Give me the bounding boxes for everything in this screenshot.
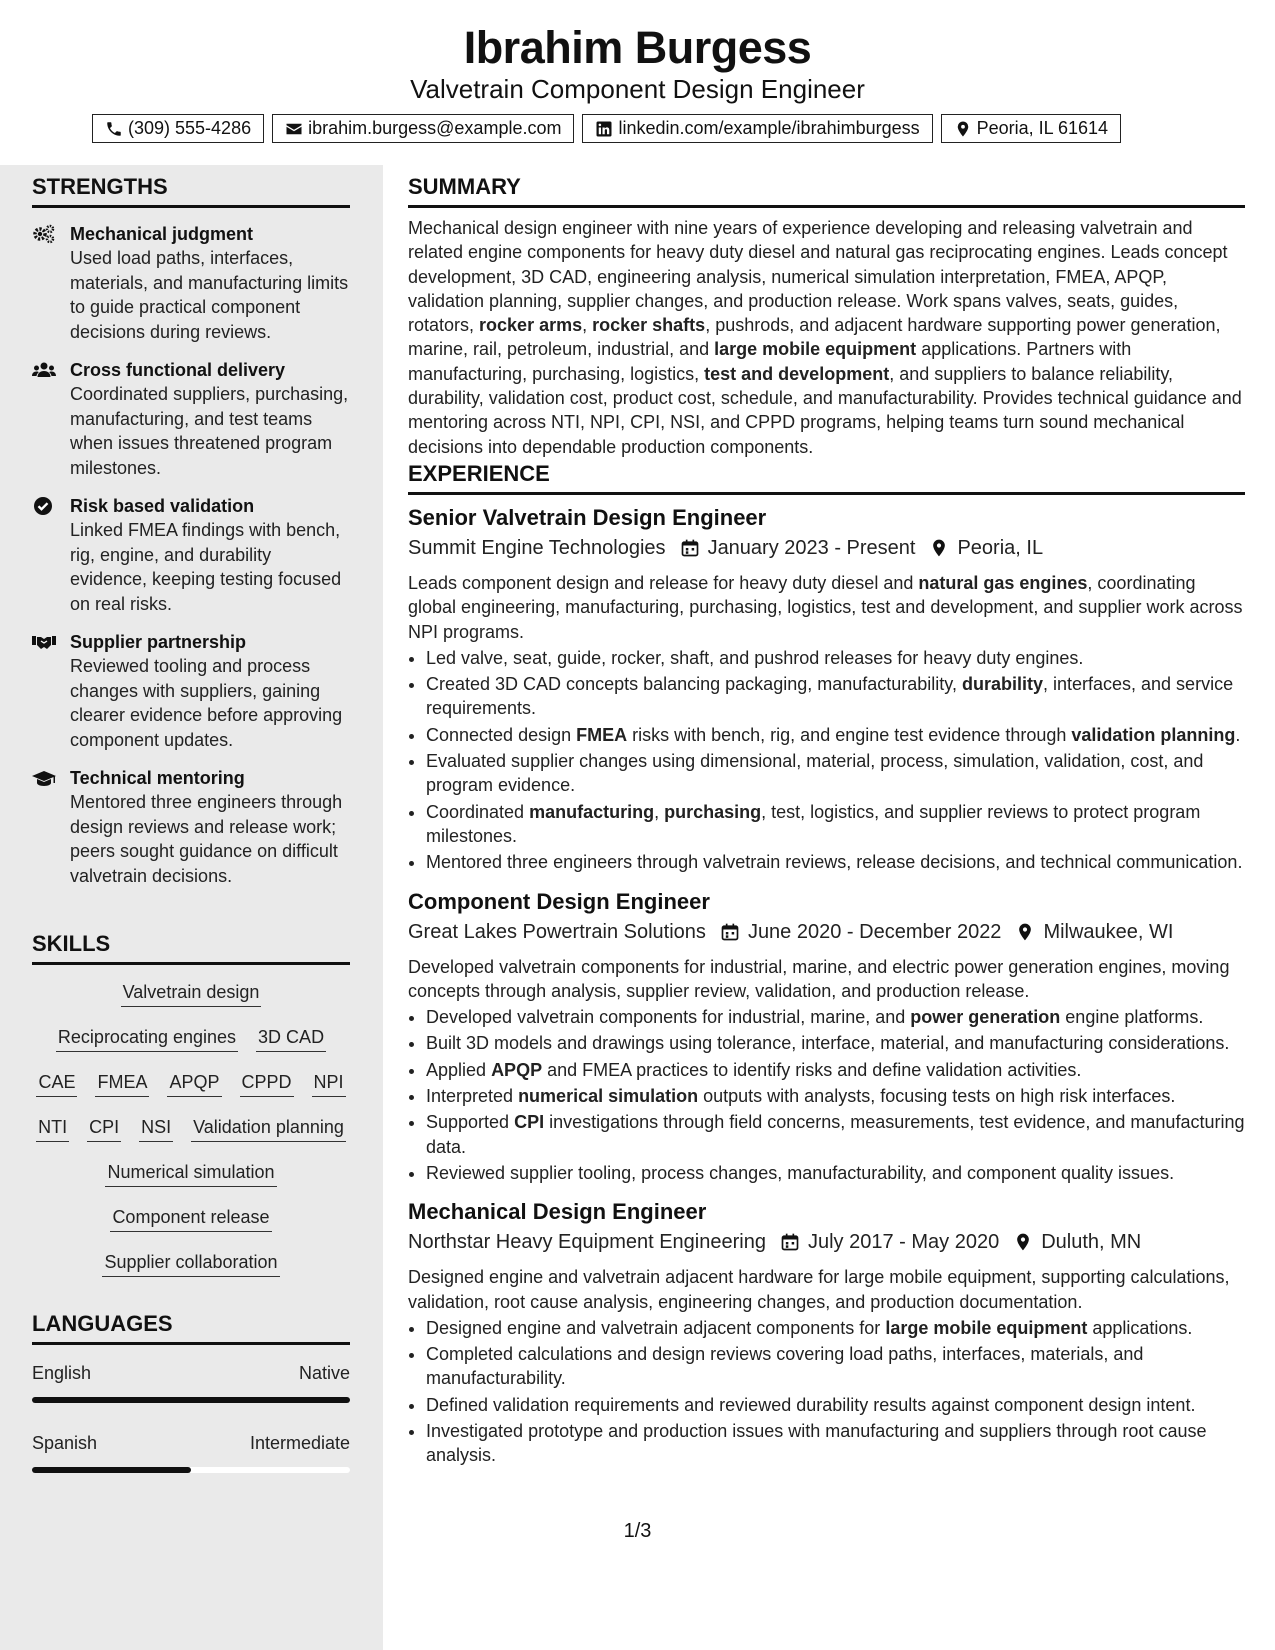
job-dates: July 2017 - May 2020 bbox=[807, 1231, 1000, 1254]
proficiency-fill bbox=[32, 1467, 191, 1473]
contact-bar bbox=[92, 114, 1121, 144]
job-title: Senior Valvetrain Design Engineer bbox=[408, 505, 767, 530]
graduation-cap-icon bbox=[32, 768, 56, 788]
job-description: Designed engine and valvetrain adjacent hardware for large mobile equipment, supporting calculations, validation, root cause analysis, engineering changes, and production documentation. bbox=[408, 1267, 1230, 1312]
bullet-item: • Coordinated manufacturing, purchasing, test, logistics, and supplier reviews to protect program milestones. bbox=[426, 800, 1245, 849]
job-list bbox=[408, 503, 1245, 1468]
linkedin-icon bbox=[595, 120, 613, 138]
candidate-name: Ibrahim Burgess bbox=[463, 22, 812, 73]
job-bullets bbox=[408, 646, 1245, 875]
phone-chip[interactable] bbox=[92, 114, 264, 143]
skill-tag: NSI bbox=[139, 1112, 173, 1142]
skill-tag: Component release bbox=[110, 1202, 271, 1232]
job-dates: June 2020 - December 2022 bbox=[747, 920, 1002, 943]
skill-tag: CAE bbox=[36, 1067, 77, 1097]
job-description: Leads component design and release for heavy duty diesel and natural gas engines, coordinating global engineering, manufacturing, purchasing, logistics, test and development, and supplier work across NPI programs. bbox=[408, 573, 1243, 642]
job-location: Duluth, MN bbox=[1041, 1231, 1142, 1254]
job-location: Peoria, IL bbox=[957, 537, 1044, 559]
resume-header bbox=[0, 0, 1275, 165]
linkedin-chip[interactable] bbox=[582, 114, 932, 143]
strength-title: Mechanical judgment bbox=[70, 224, 254, 244]
skill-tag: Supplier collaboration bbox=[102, 1247, 279, 1277]
job-bullets bbox=[408, 1005, 1245, 1185]
bullet-item: • Designed engine and valvetrain adjacent components for large mobile equipment applications. bbox=[426, 1316, 1245, 1340]
proficiency-fill bbox=[32, 1397, 350, 1403]
proficiency-bar bbox=[32, 1467, 350, 1473]
location-chip[interactable] bbox=[941, 114, 1121, 143]
bullet-item: • Developed valvetrain components for industrial, marine, and power generation engine platforms. bbox=[426, 1005, 1245, 1029]
sidebar bbox=[0, 165, 383, 1650]
strength-body: Coordinated suppliers, purchasing, manufacturing, and test teams when issues threatened program milestones. bbox=[70, 384, 349, 478]
page-number: 1/3 bbox=[623, 1520, 652, 1542]
skill-tag: CPI bbox=[87, 1112, 121, 1142]
main-column bbox=[383, 165, 1275, 1650]
map-pin-icon bbox=[1015, 922, 1035, 942]
language-level: Intermediate bbox=[249, 1433, 350, 1453]
company-name: Summit Engine Technologies bbox=[408, 537, 666, 559]
skill-tag: Validation planning bbox=[191, 1112, 346, 1142]
bullet-item: • Evaluated supplier changes using dimensional, material, process, simulation, validation, cost, and program evidence. bbox=[426, 749, 1245, 798]
check-circle-icon bbox=[32, 496, 56, 516]
skill-tag: FMEA bbox=[95, 1067, 149, 1097]
strength-body: Linked FMEA findings with bench, rig, engine, and durability evidence, keeping testing focused on real risks. bbox=[70, 520, 342, 614]
job-entry bbox=[408, 887, 1245, 1186]
language-item bbox=[32, 1361, 350, 1403]
map-pin-icon bbox=[1013, 1232, 1033, 1252]
bullet-item: • Led valve, seat, guide, rocker, shaft, and pushrod releases for heavy duty engines. bbox=[426, 646, 1245, 670]
calendar-icon bbox=[680, 538, 700, 558]
job-meta bbox=[408, 533, 1245, 563]
map-pin-icon bbox=[929, 538, 949, 558]
strengths-heading: STRENGTHS bbox=[32, 173, 350, 208]
strength-title: Risk based validation bbox=[70, 496, 255, 516]
languages-section bbox=[32, 1310, 350, 1501]
bullet-item: • Supported CPI investigations through field concerns, measurements, test evidence, and manufacturing data. bbox=[426, 1110, 1245, 1159]
handshake-icon bbox=[32, 632, 56, 652]
job-entry bbox=[408, 503, 1245, 875]
job-dates: January 2023 - Present bbox=[707, 537, 916, 559]
linkedin-text: linkedin.com/example/ibrahimburgess bbox=[618, 118, 920, 138]
map-pin-icon bbox=[954, 120, 972, 138]
bullet-item: • Applied APQP and FMEA practices to identify risks and define validation activities. bbox=[426, 1058, 1245, 1082]
bullet-item: • Built 3D models and drawings using tolerance, interface, material, and manufacturing considerations. bbox=[426, 1031, 1245, 1055]
job-entry bbox=[408, 1197, 1245, 1467]
summary-text: Mechanical design engineer with nine years of experience developing and releasing valvetrain and related engine components for heavy duty diesel and natural gas reciprocating engines. Leads concept development, 3D CAD, engineering analysis, numerical simulation interpretation, FMEA, APQP, validation planning, supplier changes, and production release. Work spans valves, seats, guides, rotators, rocker arms, rocker shafts, pushrods, and adjacent hardware supporting power generation, marine, rail, petroleum, industrial, and large mobile equipment applications. Partners with manufacturing, purchasing, logistics, test and development, and suppliers to balance reliability, durability, validation cost, product cost, schedule, and manufacturability. Provides technical guidance and mentoring across NTI, NPI, CPI, NSI, and CPPD programs, helping teams turn sound mechanical decisions into dependable production components. bbox=[408, 218, 1242, 457]
strength-item bbox=[32, 358, 350, 480]
email-text: ibrahim.burgess@example.com bbox=[308, 118, 562, 138]
strength-title: Supplier partnership bbox=[70, 632, 247, 652]
language-name: Spanish bbox=[32, 1433, 98, 1453]
job-title: Mechanical Design Engineer bbox=[408, 1199, 707, 1225]
strength-body: Reviewed tooling and process changes with suppliers, gaining clearer evidence before approving component updates. bbox=[70, 656, 343, 750]
bullet-item: • Created 3D CAD concepts balancing packaging, manufacturability, durability, interfaces, and service requirements. bbox=[426, 672, 1245, 721]
skill-tag: Reciprocating engines bbox=[56, 1022, 238, 1052]
phone-icon bbox=[105, 120, 123, 138]
phone-text: (309) 555-4286 bbox=[128, 118, 252, 138]
skill-tag: Numerical simulation bbox=[105, 1157, 276, 1187]
language-name: English bbox=[32, 1363, 92, 1383]
gears-icon bbox=[32, 224, 56, 244]
strength-item bbox=[32, 222, 350, 344]
experience-heading: EXPERIENCE bbox=[408, 460, 1245, 495]
email-chip[interactable] bbox=[272, 114, 574, 143]
job-title: Component Design Engineer bbox=[408, 888, 710, 914]
summary-heading: SUMMARY bbox=[408, 173, 1245, 208]
envelope-icon bbox=[285, 120, 303, 138]
job-location: Milwaukee, WI bbox=[1043, 920, 1174, 943]
strength-item bbox=[32, 766, 350, 888]
company-name: Great Lakes Powertrain Solutions bbox=[408, 920, 706, 943]
candidate-title: Valvetrain Component Design Engineer bbox=[410, 74, 865, 104]
skill-tag: 3D CAD bbox=[256, 1022, 326, 1052]
language-level: Native bbox=[298, 1363, 350, 1383]
users-icon bbox=[32, 360, 56, 380]
job-description: Developed valvetrain components for industrial, marine, and electric power generation engines, moving concepts through analysis, supplier review, validation, and production release. bbox=[408, 956, 1230, 1001]
skill-tag: CPPD bbox=[240, 1067, 294, 1097]
strength-item bbox=[32, 494, 350, 616]
bullet-item: • Connected design FMEA risks with bench, rig, and engine test evidence through validation planning. bbox=[426, 723, 1245, 747]
experience-section bbox=[408, 460, 1245, 1470]
skill-tag: NTI bbox=[36, 1112, 69, 1142]
job-meta bbox=[408, 917, 1245, 947]
proficiency-bar bbox=[32, 1397, 350, 1403]
strength-title: Cross functional delivery bbox=[70, 360, 286, 380]
skills-list bbox=[32, 977, 350, 1292]
summary-section bbox=[408, 173, 1245, 459]
bullet-item: • Investigated prototype and production issues with manufacturing and suppliers through root cause analysis. bbox=[426, 1419, 1245, 1468]
language-item bbox=[32, 1431, 350, 1473]
company-name: Northstar Heavy Equipment Engineering bbox=[408, 1231, 766, 1254]
job-bullets bbox=[408, 1316, 1245, 1468]
strength-body: Mentored three engineers through design reviews and release work; peers sought guidance on difficult valvetrain decisions. bbox=[70, 792, 343, 886]
skills-heading: SKILLS bbox=[32, 930, 350, 965]
calendar-icon bbox=[720, 922, 740, 942]
bullet-item: • Mentored three engineers through valvetrain reviews, release decisions, and technical communication. bbox=[426, 850, 1245, 874]
skills-section bbox=[32, 930, 350, 1292]
bullet-item: • Completed calculations and design reviews covering load paths, interfaces, materials, and manufacturability. bbox=[426, 1342, 1245, 1391]
languages-heading: LANGUAGES bbox=[32, 1310, 350, 1345]
job-meta bbox=[408, 1227, 1245, 1257]
location-text: Peoria, IL 61614 bbox=[976, 118, 1109, 138]
strengths-section bbox=[32, 173, 350, 888]
bullet-item: • Interpreted numerical simulation outputs with analysts, focusing tests on high risk interfaces. bbox=[426, 1084, 1245, 1108]
strength-title: Technical mentoring bbox=[70, 768, 245, 788]
bullet-item: • Defined validation requirements and reviewed durability results against component design intent. bbox=[426, 1393, 1245, 1417]
skill-tag: NPI bbox=[312, 1067, 346, 1097]
skill-tag: Valvetrain design bbox=[121, 977, 262, 1007]
calendar-icon bbox=[780, 1232, 800, 1252]
bullet-item: • Reviewed supplier tooling, process changes, manufacturability, and component quality issues. bbox=[426, 1161, 1245, 1185]
strength-item bbox=[32, 630, 350, 752]
skill-tag: APQP bbox=[167, 1067, 221, 1097]
strength-body: Used load paths, interfaces, materials, and manufacturing limits to guide practical component decisions during reviews. bbox=[70, 248, 349, 342]
